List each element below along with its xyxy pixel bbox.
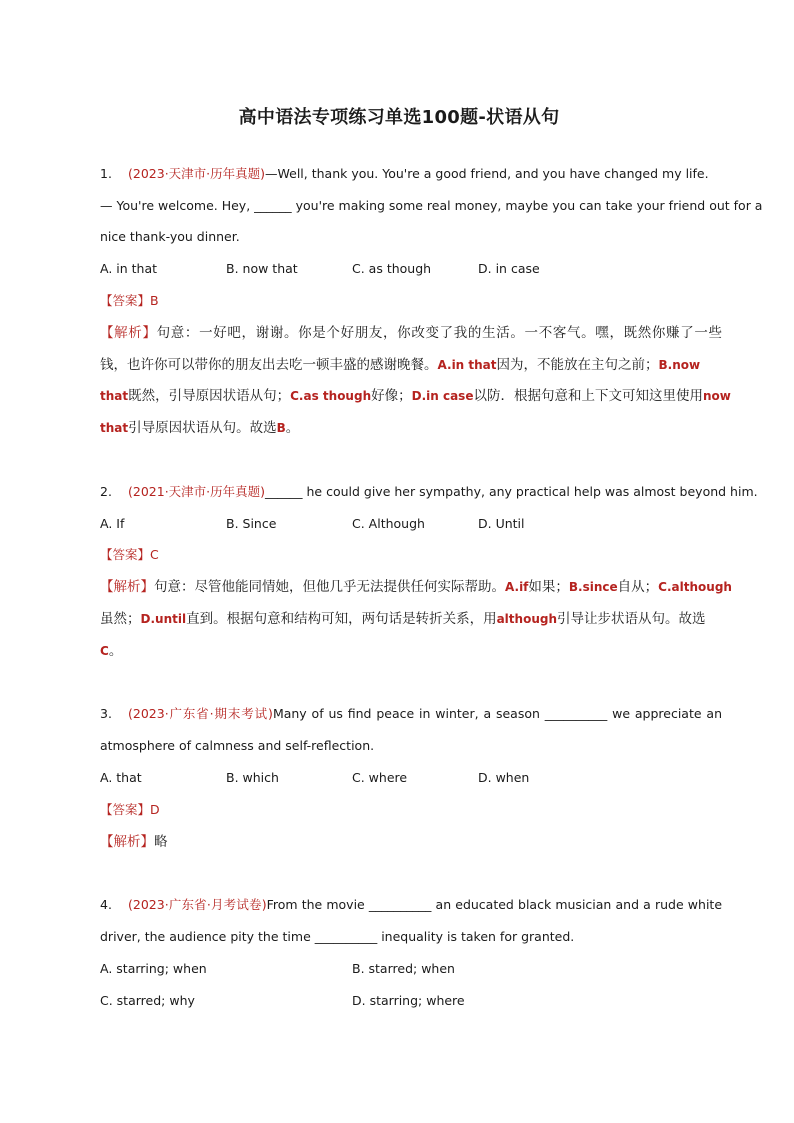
question-source: (2023·广东省·期末考试) [128, 706, 273, 721]
page-title: 高中语法专项练习单选100题-状语从句 [238, 107, 560, 128]
analysis-keyword: D.until [140, 612, 187, 626]
option-d: D. in case [478, 261, 540, 276]
option-c: C. Although [352, 516, 425, 531]
analysis-text: 以防．根据句意和上下文可知这里使用 [473, 388, 703, 404]
analysis-text: 钱，也许你可以带你的朋友出去吃一顿丰盛的感谢晚餐。 [100, 357, 438, 373]
analysis-text: 句意：尽管他能同情她，但他几乎无法提供任何实际帮助。 [154, 579, 505, 595]
answer-line [100, 545, 722, 565]
option-b: B. Since [226, 516, 277, 531]
analysis-keyword: D.in case [411, 389, 474, 403]
analysis-text: 直到。根据句意和结构可知，两句话是转折关系，用 [186, 611, 497, 627]
analysis-line-1 [100, 323, 722, 343]
analysis-text: 自从； [617, 579, 659, 595]
analysis-keyword: although [496, 612, 557, 626]
analysis-keyword: A.if [505, 580, 529, 594]
option-c: C. where [352, 770, 408, 785]
option-b: B. which [226, 770, 279, 785]
analysis-line-1 [100, 832, 722, 852]
question-2-stem [100, 482, 758, 502]
answer-value: C [150, 547, 159, 562]
option-a: A. in that [100, 261, 158, 276]
analysis-keyword: that [100, 389, 129, 403]
question-text: Many of us find peace in winter, a season __________ we appreciate an [272, 706, 722, 721]
analysis-line-3 [100, 641, 722, 661]
question-4-line-2: driver, the audience pity the time __________ inequality is taken for granted. [100, 929, 575, 944]
analysis-keyword: now [702, 389, 731, 403]
analysis-keyword: C.as though [290, 389, 372, 403]
question-3-line-2: atmosphere of calmness and self-reflection. [100, 738, 375, 753]
option-c: C. as though [352, 261, 432, 276]
answer-tag: 【答案】 [100, 802, 151, 817]
answer-value: B [150, 293, 159, 308]
analysis-keyword: C.although [658, 580, 732, 594]
question-text: —Well, thank you. You're a good friend, and you have changed my life. [265, 166, 709, 181]
analysis-keyword: that [100, 421, 129, 435]
analysis-text: 句意：一好吧，谢谢。你是个好朋友，你改变了我的生活。一不客气。嘿，既然你赚了一些 [156, 325, 723, 341]
option-d: D. starring; where [352, 993, 465, 1008]
answer-line [100, 291, 722, 311]
analysis-text: 。 [285, 420, 300, 436]
question-number: 4. [100, 897, 112, 912]
analysis-line-2 [100, 355, 722, 375]
analysis-text: 引导原因状语从句。故选 [128, 420, 277, 436]
analysis-text: 好像； [371, 388, 412, 404]
option-d: D. Until [478, 516, 525, 531]
answer-tag: 【答案】 [100, 547, 151, 562]
analysis-line-3 [100, 386, 731, 406]
analysis-text: 。 [108, 643, 123, 659]
answer-line [100, 800, 722, 820]
question-source: (2023·天津市·历年真题) [128, 166, 266, 181]
analysis-text: 因为，不能放在主句之前； [496, 357, 659, 373]
answer-value: D [150, 802, 160, 817]
option-a: A. If [100, 516, 125, 531]
answer-tag: 【答案】 [100, 293, 151, 308]
analysis-line-4 [100, 418, 722, 438]
question-3-stem [100, 704, 722, 724]
analysis-tag: 【解析】 [100, 579, 154, 595]
option-c: C. starred; why [100, 993, 195, 1008]
question-number: 3. [100, 706, 112, 721]
analysis-text: 虽然； [100, 611, 141, 627]
option-b: B. now that [226, 261, 298, 276]
option-a: A. that [100, 770, 142, 785]
question-number: 1. [100, 166, 112, 181]
analysis-keyword: B.since [568, 580, 618, 594]
option-a: A. starring; when [100, 961, 207, 976]
question-source: (2021·天津市·历年真题) [128, 484, 266, 499]
question-source: (2023·广东省·月考试卷) [128, 897, 267, 912]
analysis-keyword: B.now [658, 358, 701, 372]
analysis-text: 引导让步状语从句。故选 [557, 611, 706, 627]
analysis-text: 如果； [528, 579, 569, 595]
analysis-line-2 [100, 609, 722, 629]
analysis-keyword: A.in that [437, 358, 497, 372]
question-4-stem [100, 895, 722, 915]
analysis-tag: 【解析】 [100, 834, 154, 850]
question-text: ______ he could give her sympathy, any practical help was almost beyond him. [265, 484, 758, 499]
analysis-tag: 【解析】 [100, 325, 157, 341]
question-1-line-2: — You're welcome. Hey, ______ you're making some real money, maybe you can take your friend out for a [100, 198, 763, 213]
question-1-line-3: nice thank-you dinner. [100, 229, 240, 244]
question-text: From the movie __________ an educated black musician and a rude white [266, 897, 723, 912]
option-b: B. starred; when [352, 961, 455, 976]
analysis-text: 既然，引导原因状语从句； [128, 388, 291, 404]
question-number: 2. [100, 484, 112, 499]
analysis-keyword: C [100, 644, 109, 658]
option-d: D. when [478, 770, 530, 785]
analysis-text: 略 [154, 834, 168, 850]
question-1-stem [100, 164, 722, 184]
analysis-keyword: B [276, 421, 286, 435]
analysis-line-1 [100, 577, 732, 597]
